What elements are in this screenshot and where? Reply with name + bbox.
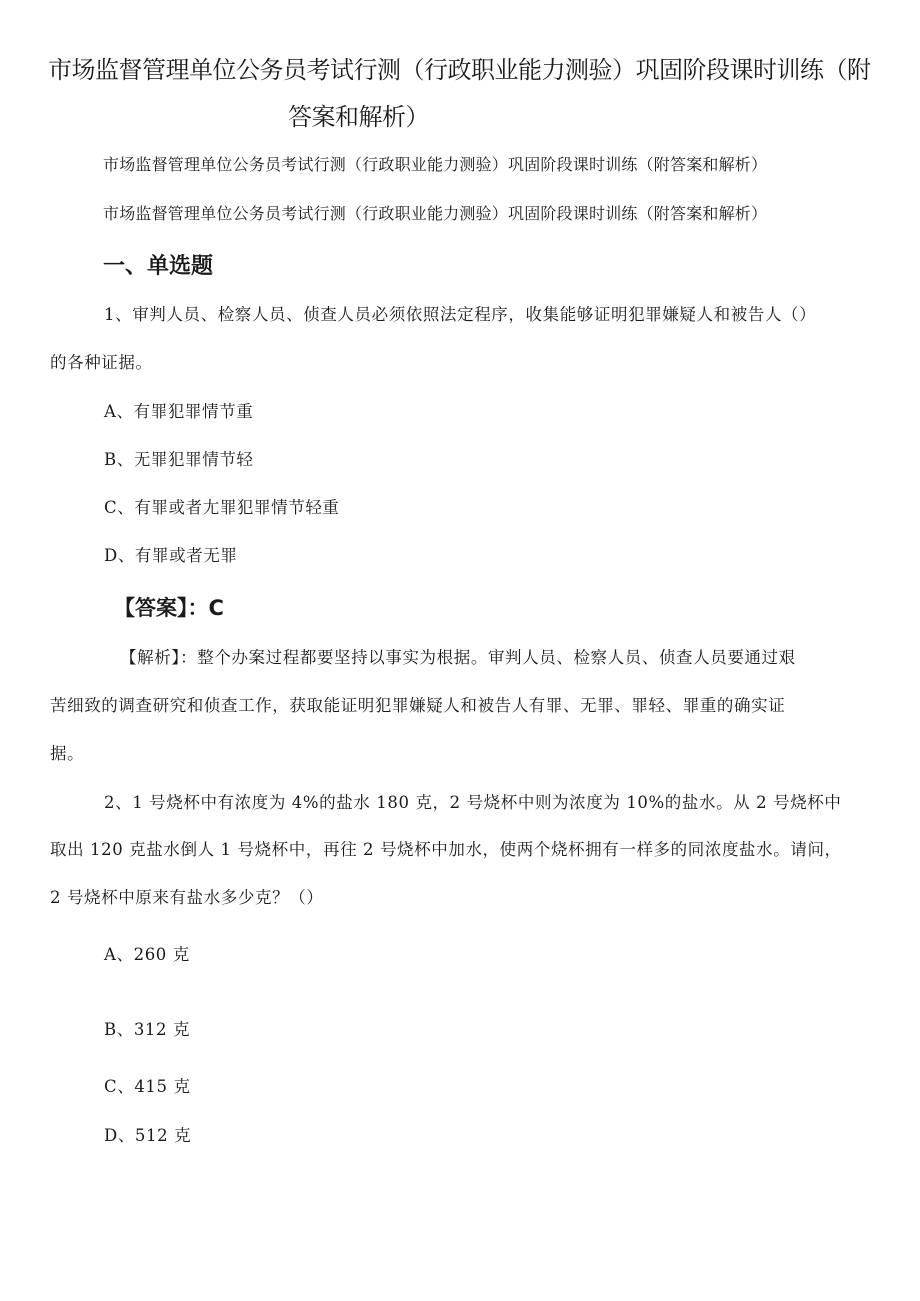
q1-explanation-line3: 据。	[50, 744, 85, 763]
q1-explanation-line2: 苦细致的调查研究和侦查工作，获取能证明犯罪嫌疑人和被告人有罪、无罪、罪轻、罪重的确实证	[50, 696, 786, 715]
q1-option-d: D、有罪或者无罪	[104, 546, 238, 565]
q1-stem-line2: 的各种证据。	[50, 353, 153, 372]
q2-option-c: C、415 克	[104, 1077, 191, 1096]
q1-option-c: C、有罪或者尢罪犯罪情节轻重	[104, 498, 340, 517]
q2-stem-line2: 取出 120 克盐水倒人 1 号烧杯中，再往 2 号烧杯中加水，使两个烧杯拥有一样多的同浓度盐水。请问，	[50, 840, 842, 859]
q1-answer: 【答案】：C	[114, 596, 224, 620]
q2-stem-line3: 2 号烧杯中原来有盐水多少克？（）	[50, 888, 324, 907]
q1-option-b: B、无罪犯罪情节轻	[104, 450, 254, 469]
document-title-line1: 市场监督管理单位公务员考试行测（行政职业能力测验）巩固阶段课时训练（附	[48, 56, 871, 84]
subtitle-1: 市场监督管理单位公务员考试行测（行政职业能力测验）巩固阶段课时训练（附答案和解析）	[103, 155, 768, 174]
q2-stem-line1: 2、1 号烧杯中有浓度为 4%的盐水 180 克，2 号烧杯中则为浓度为 10%的盐水。从 2 号烧杯中	[104, 793, 842, 812]
section-heading: 一、单选题	[103, 254, 214, 279]
q1-stem-line1: 1、审判人员、检察人员、侦查人员必须依照法定程序，收集能够证明犯罪嫌疑人和被告人（）	[104, 305, 817, 324]
q1-option-a: A、有罪犯罪情节重	[104, 402, 254, 421]
q2-option-b: B、312 克	[104, 1020, 191, 1039]
q2-option-d: D、512 克	[104, 1126, 192, 1145]
q2-option-a: A、260 克	[104, 945, 190, 964]
q1-explanation-line1: 【解析】：整个办案过程都要坚持以事实为根据。审判人员、检察人员、侦查人员要通过艰	[120, 648, 796, 667]
subtitle-2: 市场监督管理单位公务员考试行测（行政职业能力测验）巩固阶段课时训练（附答案和解析）	[103, 204, 768, 223]
document-title-line2: 答案和解析）	[288, 103, 429, 131]
